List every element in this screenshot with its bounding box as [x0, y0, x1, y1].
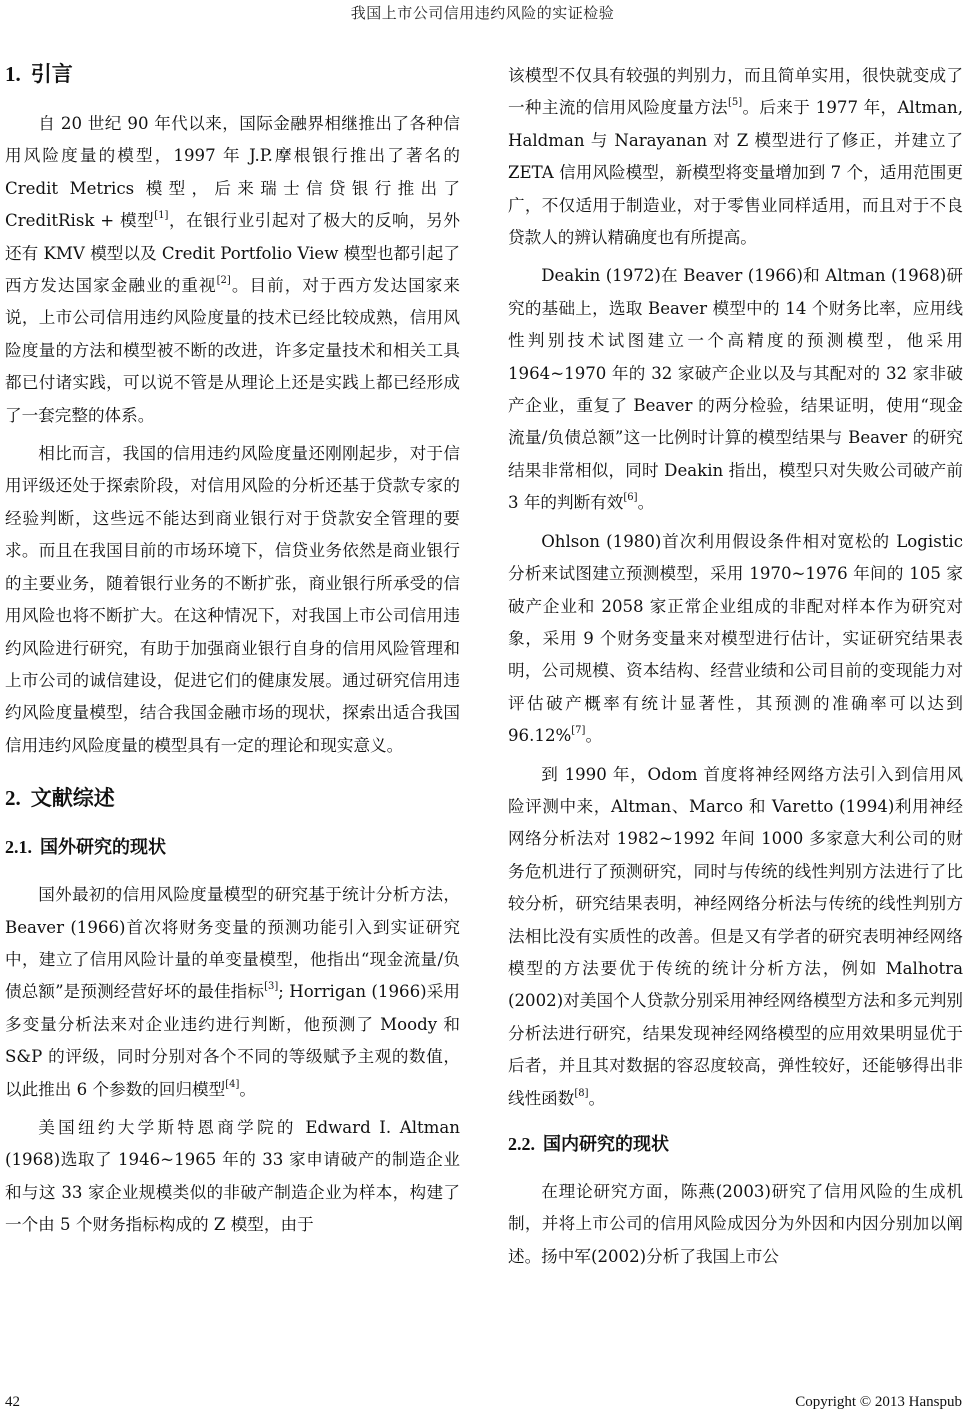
text: 国外最初的信用风险度量模型的研究基于统计分析方法，Beaver (1966)首次将财务变量的预测功能引入到实证研究中，建立了信用风险计量的单变量模型，他指出“现金流量/负债总额”是预测经营好坏的最佳指标: [5, 885, 460, 1002]
paragraph-continued: [508, 60, 963, 254]
left-column: [5, 58, 460, 1248]
text: 。目前，对于西方发达国家来说，上市公司信用违约风险度量的技术已经比较成熟，信用风险度量的方法和模型被不断的改进，许多定量技术和相关工具都已付诸实践，可以说不管是从理论上还是实践上都已经形成了一套完整的体系。: [5, 276, 461, 425]
citation-link[interactable]: [7]: [571, 725, 586, 737]
citation-link[interactable]: [8]: [574, 1087, 589, 1099]
citation-link[interactable]: [6]: [623, 492, 638, 504]
paragraph: 在理论研究方面，陈燕(2003)研究了信用风险的生成机制，并将上市公司的信用风险成因分为外因和内因分别加以阐述。扬中军(2002)分析了我国上市公: [508, 1182, 963, 1266]
text: ; Horrigan (1966)采用多变量分析法来对企业违约进行判断，他预测了 Moody 和 S&P 的评级，同时分别对各个不同的等级赋予主观的数值，以此推出 6 个参数的回归模型: [5, 982, 461, 1099]
citation-link[interactable]: [2]: [216, 275, 231, 287]
text: Ohlson (1980)首次利用假设条件相对宽松的 Logistic 分析来试图建立预测模型，采用 1970~1976 年间的 105 家破产企业和 2058 家正常企业组成的非配对样本作为研究对象，采用 9 个财务变量来对模型进行估计，实证研究结果表明，公司规模、资本结构、经营业绩和公司目前的变现能力对评估破产概率有统计显著性，其预测的准确率可以达到 96.12%: [508, 531, 963, 746]
text: ，在银行业引起对了极大的反响，另外还有 KMV 模型以及 Credit Portfolio View 模型也都引起了西方发达国家金融业的重视: [5, 211, 461, 296]
running-header: 我国上市公司信用违约风险的实证检验: [350, 4, 615, 22]
text: 。: [588, 1088, 606, 1108]
text: 。: [585, 726, 603, 746]
section-title: 文献综述: [30, 786, 115, 811]
text: 该模型不仅具有较强的判别力，而且简单实用，很快就变成了一种主流的信用风险度量方法: [508, 66, 963, 118]
text: 到 1990 年，Odom 首度将神经网络方法引入到信用风险评测中来，Altman、Marco 和 Varetto (1994)利用神经网络分析法对 1982~1992 年间 1000 多家意大利公司的财务危机进行了预测研究，同时与传统的线性判别方法进行了比较分析，研究结果表明，神经网络分析法与传统的线性判别方法相比没有实质性的改善。但是又有学者的研究表明神经网络模型的方法要优于传统的统计分析方法，例如 Malhotra (2002)对美国个人贷款分别采用神经网络模型方法和多元判别分析法进行研究，结果发现神经网络模型的应用效果明显优于后者，并且其对数据的容忍度较高，弹性较好，还能够得出非线性函数: [508, 764, 963, 1108]
section-number: 2.: [5, 786, 21, 811]
citation-link[interactable]: [4]: [225, 1078, 240, 1090]
paragraph: [508, 526, 963, 753]
subsection-heading-2-1: [5, 832, 460, 863]
citation-link[interactable]: [3]: [264, 981, 279, 993]
paragraph: [508, 260, 963, 519]
paragraph: [5, 879, 460, 1106]
subsection-title: 国内研究的现状: [543, 1134, 669, 1155]
subsection-number: 2.2.: [508, 1134, 535, 1154]
text: 自 20 世纪 90 年代以来，国际金融界相继推出了各种信用风险度量的模型，1997 年 J.P.摩根银行推出了著名的 Credit Metrics 模型，后来瑞士信贷银行推出了 CreditRisk + 模型: [5, 114, 460, 231]
copyright-notice: Copyright © 2013 Hanspub: [795, 1394, 962, 1410]
text: Deakin (1972)在 Beaver (1966)和 Altman (1968)研究的基础上，选取 Beaver 模型中的 14 个财务比率，应用线性判别技术试图建立一个高精度的预测模型，他采用 1964~1970 年的 32 家破产企业以及与其配对的 32 家非破产企业，重复了 Beaver 的两分检验，结果证明，使用“现金流量/负债总额”这一比例时计算的模型结果与 Beaver 的研究结果非常相似，同时 Deakin 指出，模型只对失败公司破产前 3 年的判断有效: [508, 266, 963, 513]
subsection-title: 国外研究的现状: [40, 837, 166, 859]
subsection-heading-2-2: [508, 1129, 963, 1160]
section-number: 1.: [5, 62, 21, 86]
text: 。: [239, 1079, 256, 1099]
citation-link[interactable]: [5]: [727, 97, 743, 109]
text: 。: [637, 493, 655, 513]
paragraph: [5, 108, 460, 432]
section-title: 引言: [30, 62, 73, 86]
citation-link[interactable]: [1]: [154, 210, 169, 222]
section-heading-1: [5, 58, 460, 90]
page-number: 42: [5, 1394, 20, 1410]
right-column: [508, 60, 963, 1279]
paragraph: 相比而言，我国的信用违约风险度量还刚刚起步，对于信用评级还处于探索阶段，对信用风险的分析还基于贷款专家的经验判断，这些远不能达到商业银行对于贷款安全管理的要求。而且在我国目前的市场环境下，信贷业务依然是商业银行的主要业务，随着银行业务的不断扩张，商业银行所承受的信用风险也将不断扩大。在这种情况下，对我国上市公司信用违约风险进行研究，有助于加强商业银行自身的信用风险管理和上市公司的诚信建设，促进它们的健康发展。通过研究信用违约风险度量模型，结合我国金融市场的现状，探索出适合我国信用违约风险度量的模型具有一定的理论和现实意义。: [5, 444, 460, 755]
section-heading-2: [5, 782, 460, 814]
text: 。后来于 1977 年，Altman, Haldman 与 Narayanan 对 Z 模型进行了修正，并建立了 ZETA 信用风险模型，新模型将变量增加到 7 个，适用范围更广，不仅适用于制造业，对于零售业同样适用，而且对于不良贷款人的辨认精确度也有所提高。: [508, 98, 963, 248]
paragraph: [508, 759, 963, 1115]
paragraph: 美国纽约大学斯特恩商学院的 Edward I. Altman (1968)选取了 1946~1965 年的 33 家申请破产的制造企业和与这 33 家企业规模类似的非破产制造企业为样本，构建了一个由 5 个财务指标构成的 Z 模型，由于: [5, 1117, 460, 1235]
subsection-number: 2.1.: [5, 837, 32, 858]
